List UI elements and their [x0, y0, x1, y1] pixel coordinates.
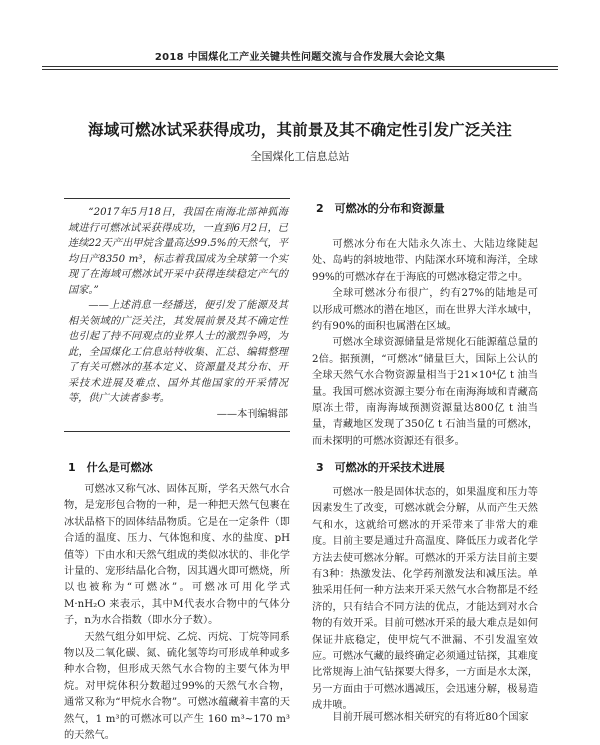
- section-2-body: [312, 237, 538, 450]
- editor-note-paragraph: ——上述消息一经播送，便引发了能源及其相关领域的广泛关注，其发展前景及其不确定性也引起了持不同观点的业界人士的激烈争鸣，为此，全国煤化工信息站特收集、汇总、编辑整理了有关可燃冰的基本定义、资源量及其分布、开采技术进展及难点、国外其他国家的开采情况等，供广大读者参考。: [68, 300, 288, 404]
- body-paragraph: 可燃冰分布在大陆永久冻土、大陆边缘陡起处、岛屿的斜坡地带、内陆深水环境和海洋，全球99%的可燃冰存在于海底的可燃冰稳定带之中。: [312, 239, 538, 283]
- editor-note: [68, 205, 288, 422]
- section-1-heading: 1 什么是可燃冰: [68, 461, 153, 474]
- section-3-body: [312, 485, 538, 715]
- header-rule-thin: [42, 69, 558, 70]
- body-paragraph: 目前开展可燃冰相关研究的有将近80个国家: [332, 712, 529, 723]
- body-paragraph: 全球可燃冰分布很广，约有27%的陆地是可以形成可燃冰的潜在地区，而在世界大洋水域中，约有90%的面积也属潜在区域。: [312, 288, 538, 333]
- section-3-heading: 3 可燃冰的开采技术进展: [316, 461, 445, 474]
- editor-signature: ——本刊编辑部: [216, 408, 288, 420]
- body-paragraph: 天然气组分如甲烷、乙烷、丙烷、丁烷等同系物以及二氧化碳、氮、硫化氢等均可形成单种或多种水合物，但形成天然气水合物的主要气体为甲烷。对甲烷体积分数超过99%的天然气水合物，通常又称为“甲烷水合物”。可燃冰蕴藏着丰富的天然气，1 m³的可燃冰可以产生 160 m³~170 m³的天然气。: [64, 631, 290, 742]
- article-author: 全国煤化工信息总站: [250, 150, 350, 163]
- running-header: 2018 中国煤化工产业关键共性问题交流与合作发展大会论文集: [154, 52, 446, 63]
- article-title: 海域可燃冰试采获得成功，其前景及其不确定性引发广泛关注: [88, 121, 512, 139]
- body-paragraph: 可燃冰一般是固体状态的，如果温度和压力等因素发生了改变，可燃冰就会分解，从而产生天然气和水，这就给可燃冰的开采带来了非常大的难度。目前主要是通过升高温度、降低压力或者化学方法去使可燃冰分解。可燃冰的开采方法目前主要有3种：热激发法、化学药剂激发法和减压法。单独采用任何一种方法来开采天然气水合物都是不经济的，只有结合不同方法的优点，才能达到对水合物的有效开采。目前可燃冰开采的最大难点是如何保证井底稳定，使甲烷气不泄漏、不引发温室效应。可燃冰气藏的最终确定必须通过钻探，其难度比常规海上油气钻探要大得多，一方面是水太深，另一方面由于可燃冰遇减压，会迅速分解，极易造成井喷。: [312, 487, 538, 712]
- editor-note-paragraph: “2017年5月18日，我国在南海北部神狐海域进行可燃冰试采获得成功，一直到6月2日，已连续22天产出甲烷含量高达99.5%的天然气，平均日产8350 m³，标志着我国成为全球第一个实现了在海域可燃冰试开采中获得连续稳定产气的国家。”: [68, 207, 288, 296]
- body-paragraph: 可燃冰全球资源储量是常规化石能源蕴总量的2倍。据预测，“可燃冰”储量巨大，国际上公认的全球天然气水合物资源量相当于21×10⁴亿 t 油当量。我国可燃冰资源主要分布在南海海域和青藏高原冻土带，南海海域预测资源量达800亿 t 油当量，青藏地区发现了350亿 t 石油当量的可燃冰，而未探明的可燃冰资源还有很多。: [312, 337, 538, 447]
- header-rule: [42, 66, 558, 67]
- body-paragraph: 可燃冰又称气冰、固体瓦斯，学名天然气水合物，是宠形包合物的一种，是一种把天然气包裹在冰状晶格下的固体结晶物质。它是在一定条件（即合适的温度、压力、气体饱和度、水的盐度、pH值等）下由水和天然气组成的类似冰状的、非化学计量的、宠形结晶化合物，因其遇火即可燃烧，所以也被称为“可燃冰”。可燃冰可用化学式 M·nH₂O 来表示，其中M代表水合物中的气体分子，n为水合指数（即水分子数）。: [64, 484, 290, 627]
- section-1-body: [64, 482, 290, 745]
- section-3-body-continued: [312, 710, 538, 726]
- section-2-heading: 2 可燃冰的分布和资源量: [316, 202, 445, 215]
